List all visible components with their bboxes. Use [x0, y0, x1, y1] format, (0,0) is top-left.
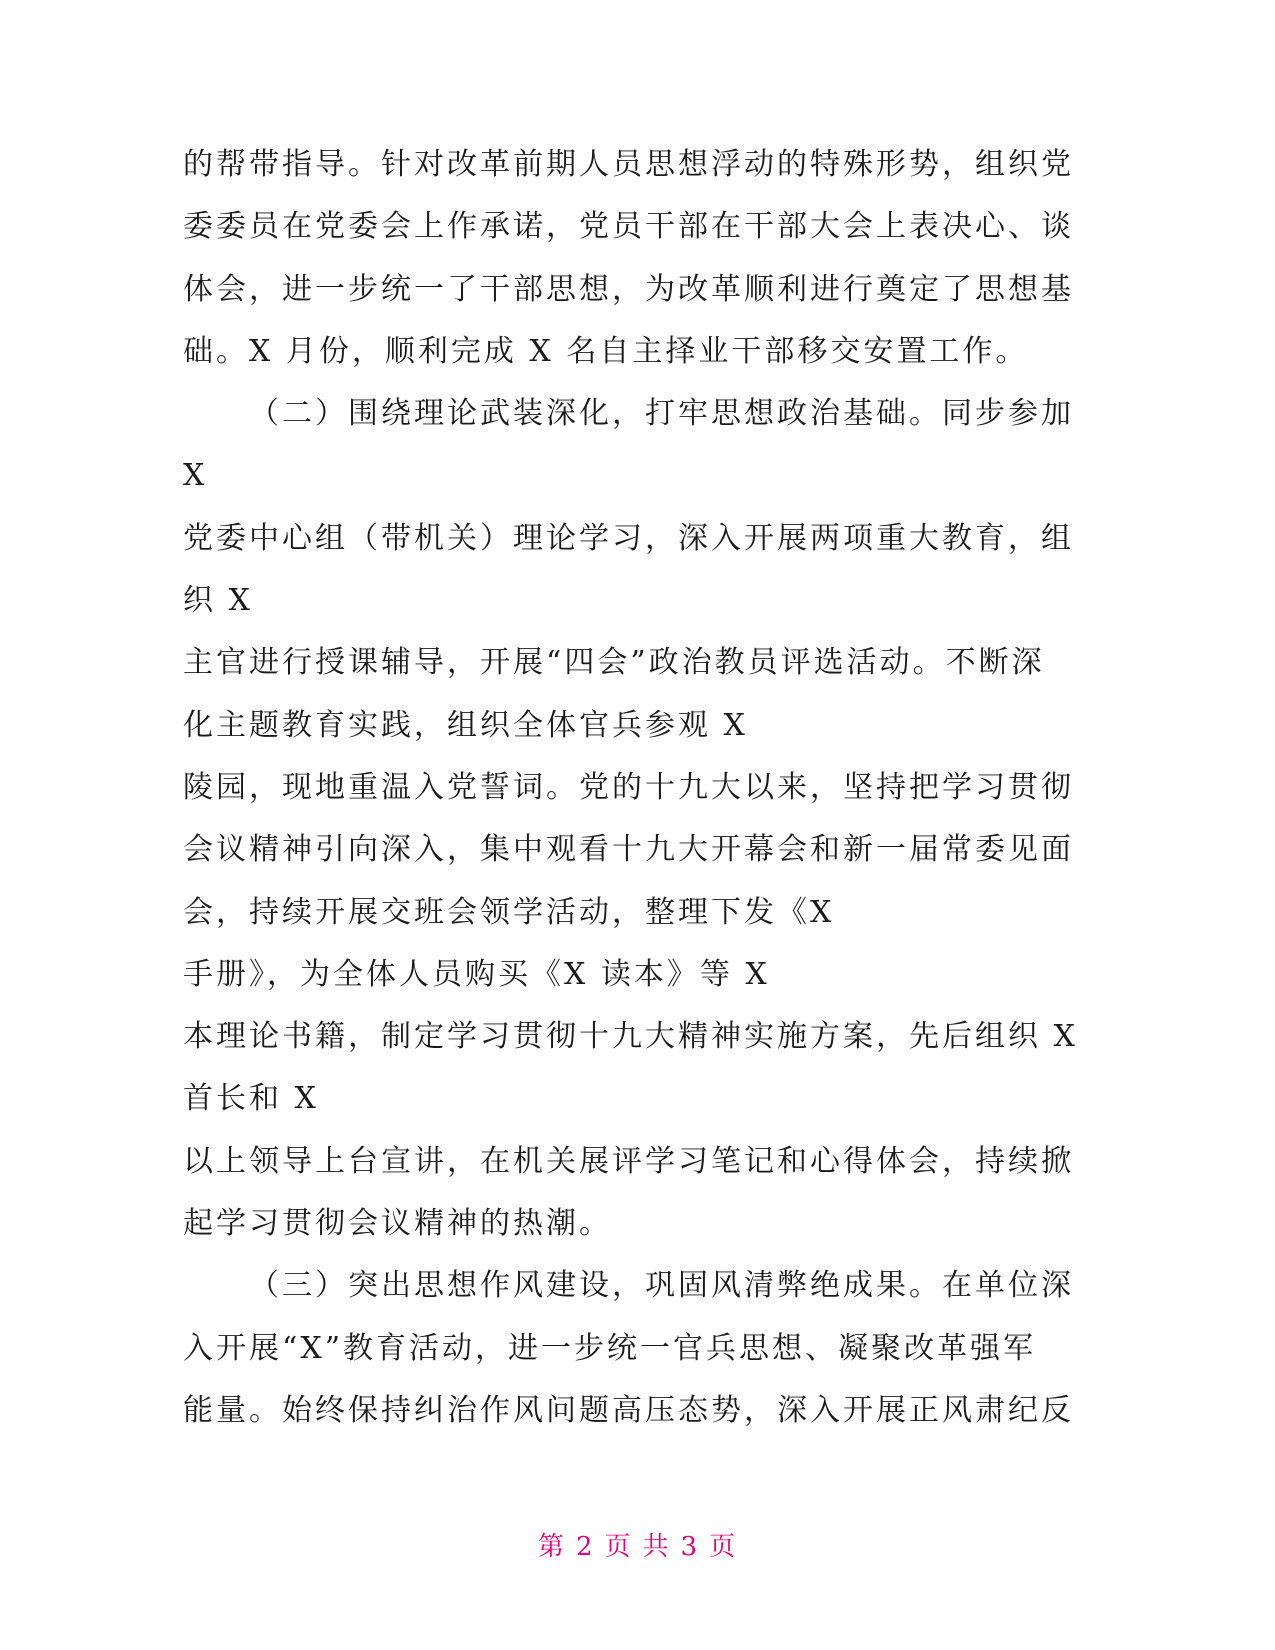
text-line: 入开展“X”教育活动，进一步统一官兵思想、凝聚改革强军	[183, 1330, 1037, 1366]
text-line: 织 X	[183, 583, 253, 619]
text-line: 委委员在党委会上作承诺，党员干部在干部大会上表决心、谈	[183, 209, 1074, 245]
text-line: 会议精神引向深入，集中观看十九大开幕会和新一届常委见面	[183, 832, 1074, 868]
text-line: 会，持续开展交班会领学活动，整理下发《X	[183, 894, 835, 930]
text-line: 化主题教育实践，组织全体官兵参观 X	[183, 707, 748, 743]
text-line: 本理论书籍，制定学习贯彻十九大精神实施方案，先后组织 X	[183, 1019, 1078, 1055]
footer-current-page: 2	[575, 1532, 595, 1562]
text-line: （三）突出思想作风建设，巩固风清弊绝成果。在单位深	[249, 1268, 1074, 1304]
footer-prefix: 第	[537, 1532, 566, 1562]
text-line: 以上领导上台宣讲，在机关展评学习笔记和心得体会，持续掀	[183, 1143, 1074, 1179]
text-line: 能量。始终保持纠治作风问题高压态势，深入开展正风肃纪反	[183, 1392, 1074, 1428]
text-line: 的帮带指导。针对改革前期人员思想浮动的特殊形势，组织党	[183, 147, 1074, 182]
footer-total-pages: 3	[680, 1532, 700, 1562]
footer-total-word: 共	[642, 1532, 671, 1562]
text-line: 体会，进一步统一了干部思想，为改革顺利进行奠定了思想基	[183, 271, 1074, 307]
document-body	[183, 134, 1088, 1442]
page-footer	[0, 1526, 1275, 1563]
footer-suffix: 页	[709, 1532, 738, 1562]
text-line: 党委中心组（带机关）理论学习，深入开展两项重大教育，组	[183, 520, 1074, 556]
text-line: 础。X 月份，顺利完成 X 名自主择业干部移交安置工作。	[183, 333, 1029, 369]
text-line: 起学习贯彻会议精神的热潮。	[183, 1206, 612, 1242]
text-line: （二）围绕理论武装深化，打牢思想政治基础。同步参加	[249, 396, 1074, 432]
text-line: X	[183, 458, 208, 494]
text-line: 手册》，为全体人员购买《X 读本》等 X	[183, 956, 770, 992]
footer-page-word: 页	[604, 1532, 633, 1562]
text-line: 首长和 X	[183, 1081, 319, 1117]
text-line: 主官进行授课辅导，开展“四会”政治教员评选活动。不断深	[183, 645, 1045, 681]
text-line: 陵园，现地重温入党誓词。党的十九大以来，坚持把学习贯彻	[183, 769, 1074, 805]
